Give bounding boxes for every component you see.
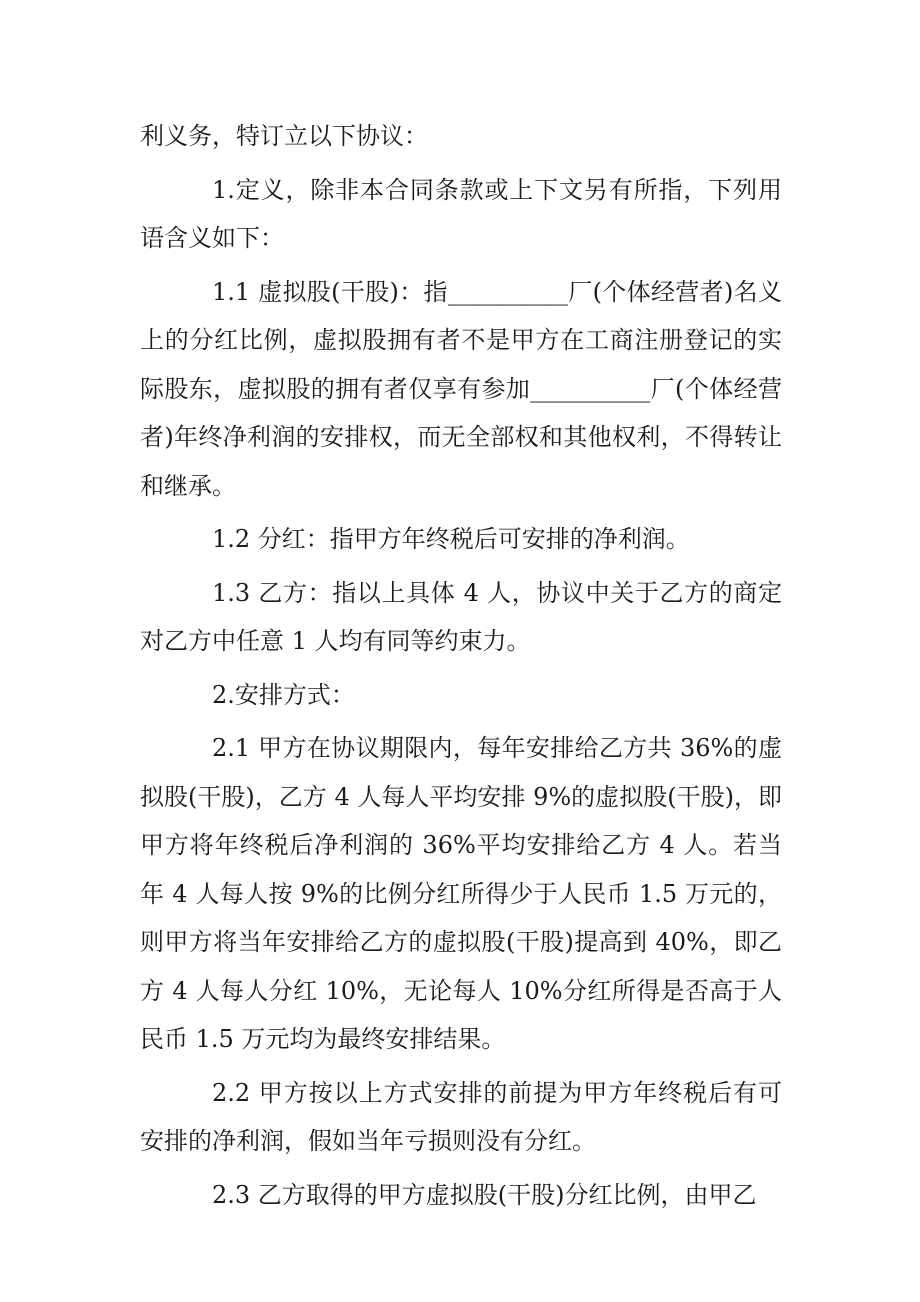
- paragraph-2-2-premise: 2.2 甲方按以上方式安排的前提为甲方年终税后有可安排的净利润，假如当年亏损则没有分红。: [140, 1078, 782, 1155]
- paragraph-2-1-allocation: 2.1 甲方在协议期限内，每年安排给乙方共 36%的虚拟股(干股)，乙方 4 人每人平均安排 9%的虚拟股(干股)，即甲方将年终税后净利润的 36%平均安排给乙方 4 人。若当年 4 人每人按 9%的比例分红所得少于人民币 1.5 万元的，则甲方将当年安排给乙方的虚拟股(干股)提高到 40%，即乙方 4 人每人分红 10%，无论每人 10%分红所得是否高于人民币 1.5 万元均为最终安排结果。: [140, 734, 782, 1053]
- paragraph-continuation: 利义务，特订立以下协议：: [140, 122, 428, 150]
- paragraph-2-3-ratio: 2.3 乙方取得的甲方虚拟股(干股)分红比例，由甲乙: [212, 1180, 757, 1209]
- paragraph-1-1-virtual-shares: 1.1 虚拟股(干股)：指__________厂(个体经营者)名义上的分红比例，虚拟股拥有者不是甲方在工商注册登记的实际股东，虚拟股的拥有者仅享有参加__________厂(个体经营者)年终净利润的安排权，而无全部权和其他权利，不得转让和继承。: [140, 277, 782, 500]
- paragraph-definitions: 1.定义，除非本合同条款或上下文另有所指，下列用语含义如下：: [140, 175, 782, 252]
- paragraph-2-arrangement: 2.安排方式：: [212, 680, 355, 709]
- paragraph-1-2-dividend: 1.2 分红：指甲方年终税后可安排的净利润。: [212, 525, 690, 553]
- document-body: [140, 112, 782, 1224]
- paragraph-1-3-party-b: 1.3 乙方：指以上具体 4 人，协议中关于乙方的商定对乙方中任意 1 人均有同等约束力。: [140, 578, 782, 655]
